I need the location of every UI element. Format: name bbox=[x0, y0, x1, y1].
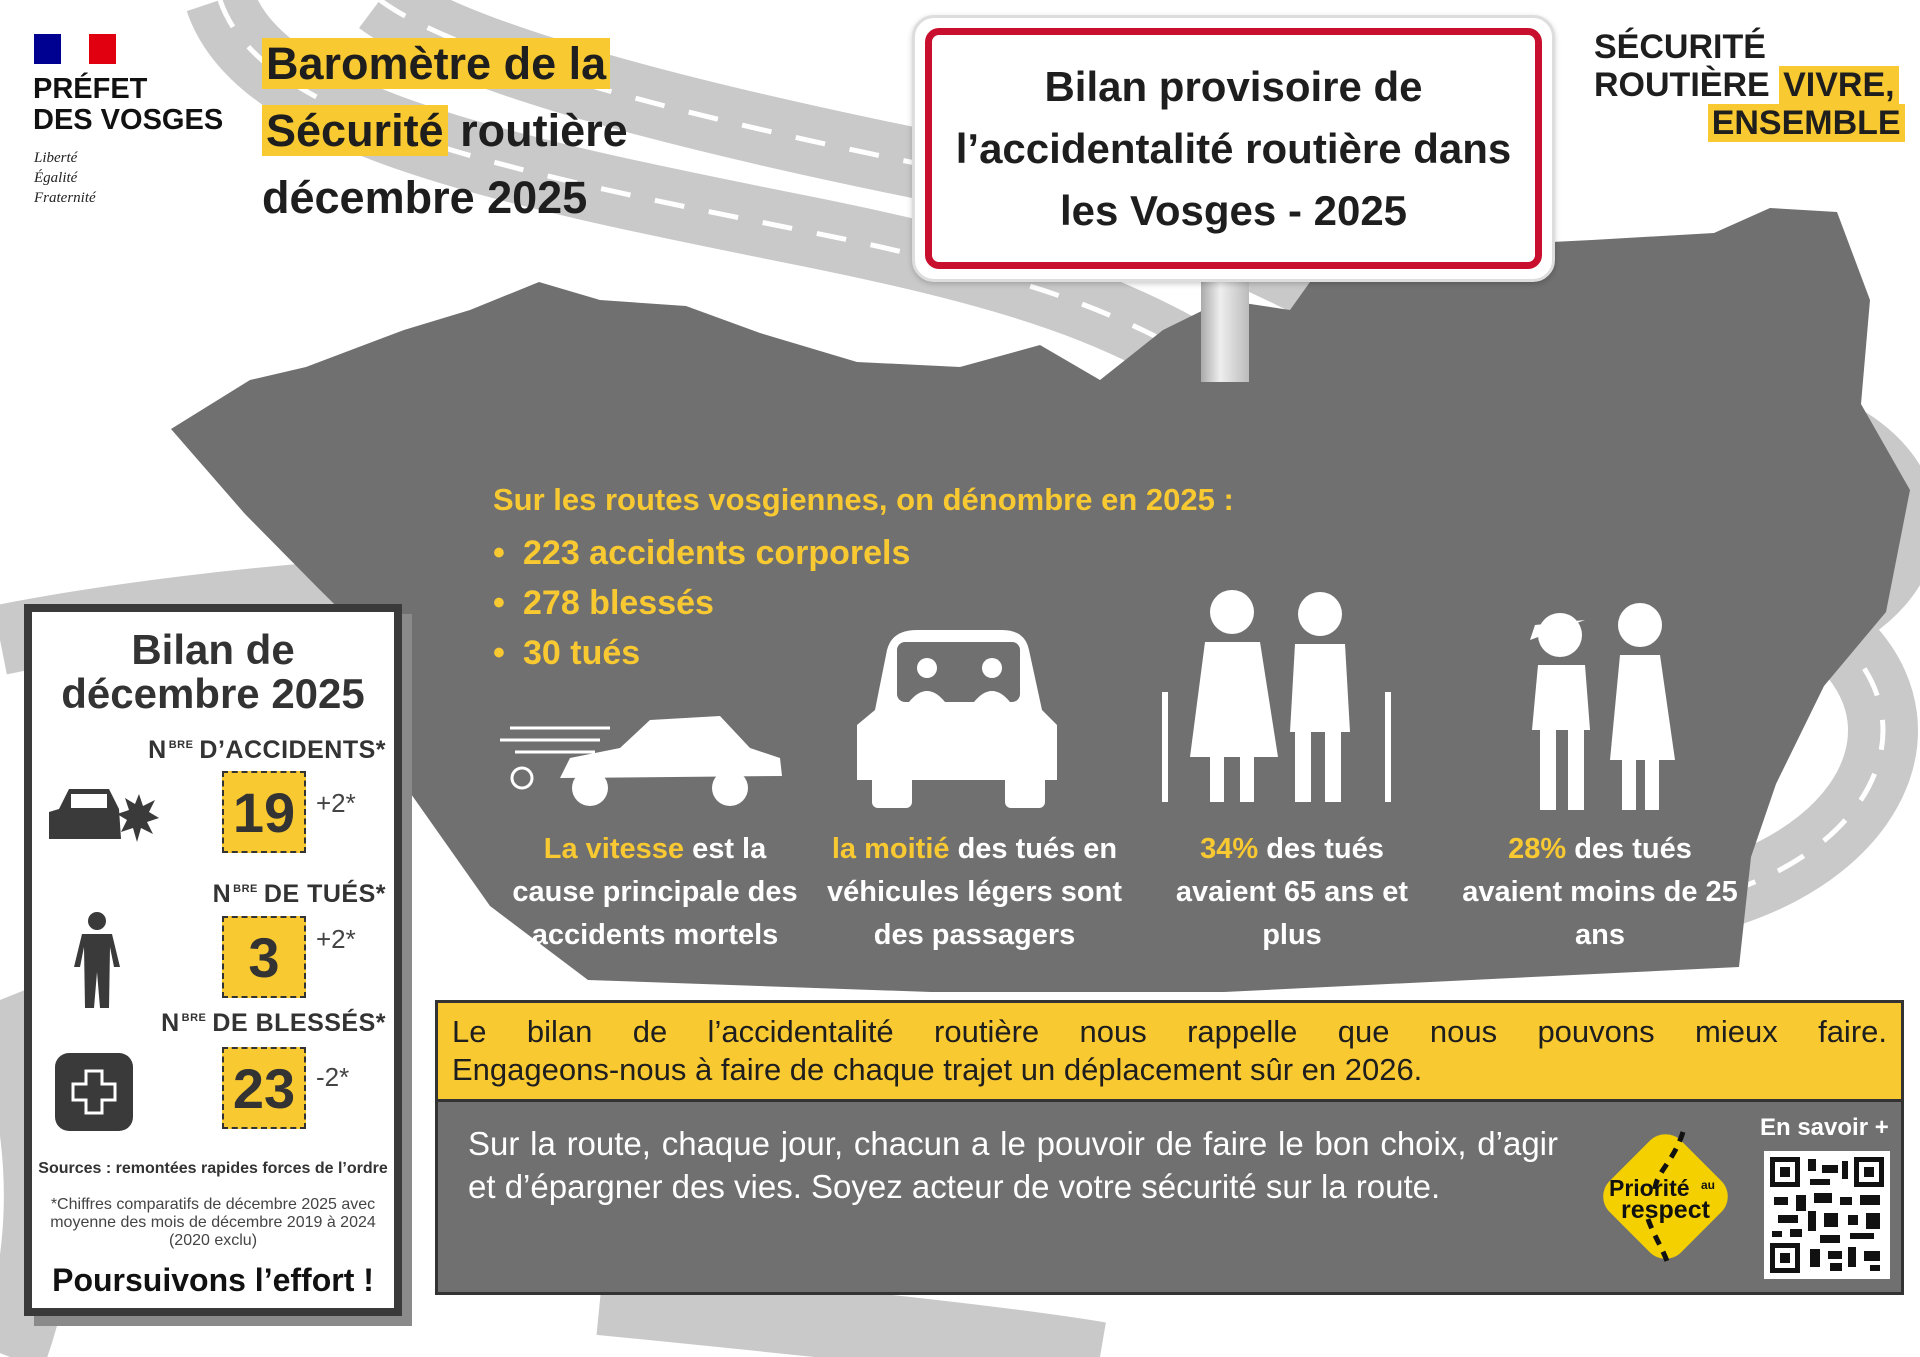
fact-speed bbox=[500, 828, 810, 957]
road-sign bbox=[912, 15, 1555, 282]
panel-title bbox=[32, 628, 394, 716]
young-people-icon bbox=[1510, 600, 1685, 810]
fact-highlight: 34% bbox=[1200, 833, 1259, 865]
bottom-banner bbox=[435, 1102, 1904, 1295]
deaths-value: 3 bbox=[222, 916, 306, 998]
prefet-line: PRÉFET bbox=[33, 73, 148, 105]
prefet-label bbox=[33, 74, 223, 136]
person-icon bbox=[74, 912, 120, 1008]
injured-value: 23 bbox=[222, 1047, 306, 1129]
fact-elderly bbox=[1150, 828, 1434, 957]
accidents-value: 19 bbox=[222, 771, 306, 853]
list-item: • 278 blessés bbox=[493, 578, 1234, 628]
panel-title-line: décembre 2025 bbox=[61, 670, 365, 717]
stat-label: DE TUÉS* bbox=[263, 880, 386, 908]
medical-cross-icon bbox=[55, 1053, 133, 1131]
fact-text: des tués en véhicules légers sont des passagers bbox=[827, 833, 1122, 951]
list-item: • 30 tués bbox=[493, 628, 1234, 678]
injured-label bbox=[161, 1009, 386, 1038]
deaths-label bbox=[213, 880, 386, 909]
en-savoir-plus-link[interactable]: En savoir + bbox=[1760, 1114, 1889, 1141]
stat-label: DE BLESSÉS* bbox=[212, 1009, 386, 1037]
fact-highlight: 28% bbox=[1508, 833, 1567, 865]
elderly-couple-icon bbox=[1160, 582, 1392, 804]
nbre: N bbox=[212, 880, 232, 908]
prefet-line: DES VOSGES bbox=[33, 104, 224, 136]
message-line: Le bilan de l’accidentalité routière nous rappelle que nous pouvons mieux faire. bbox=[452, 1014, 1887, 1049]
title-line: routière bbox=[447, 105, 628, 156]
fact-text: est la cause principale des accidents mortels bbox=[512, 833, 798, 951]
stat-label: D’ACCIDENTS* bbox=[199, 736, 386, 764]
french-flag-icon bbox=[34, 34, 116, 64]
priorite-au-respect-logo bbox=[1593, 1124, 1738, 1269]
nbre-sup: BRE bbox=[233, 883, 258, 895]
nbre: N bbox=[161, 1009, 180, 1037]
map-intro: Sur les routes vosgiennes, on dénombre en 2025 : bbox=[493, 482, 1234, 517]
brand-line: ROUTIÈRE bbox=[1594, 66, 1780, 104]
accidents-delta: +2* bbox=[316, 788, 356, 818]
motto-line: Égalité bbox=[34, 170, 78, 186]
message-line: Engageons-nous à faire de chaque trajet un déplacement sûr en 2026. bbox=[452, 1052, 1423, 1087]
svg-text:au: au bbox=[1701, 1178, 1716, 1192]
fact-highlight: La vitesse bbox=[543, 833, 685, 865]
qr-code-icon bbox=[1770, 1157, 1884, 1273]
speeding-car-icon bbox=[500, 708, 790, 808]
accidents-label bbox=[148, 736, 386, 765]
motto bbox=[34, 148, 96, 208]
title-line: Sécurité bbox=[262, 105, 448, 156]
injured-delta: -2* bbox=[316, 1062, 350, 1092]
motto-line: Fraternité bbox=[34, 190, 96, 206]
page-title bbox=[262, 30, 628, 231]
fact-highlight: la moitié bbox=[831, 833, 950, 865]
securite-routiere-logo bbox=[1594, 28, 1899, 142]
brand-line: VIVRE, bbox=[1779, 66, 1898, 104]
message-banner bbox=[435, 1000, 1904, 1102]
brand-line: ENSEMBLE bbox=[1708, 104, 1905, 142]
effort-slogan: Poursuivons l’effort ! bbox=[52, 1262, 374, 1298]
svg-text:respect: respect bbox=[1621, 1196, 1710, 1224]
car-passengers-icon bbox=[857, 630, 1060, 810]
sign-text: Bilan provisoire de l’accidentalité routière dans les Vosges - 2025 bbox=[925, 28, 1542, 269]
nbre-sup: BRE bbox=[168, 739, 194, 751]
bottom-text: Sur la route, chaque jour, chacun a le pouvoir de faire le bon choix, d’agir et d’épargner des vies. Soyez acteur de votre sécurité sur la route. bbox=[468, 1125, 1558, 1205]
december-panel bbox=[24, 604, 402, 1316]
qr-code[interactable] bbox=[1764, 1151, 1890, 1279]
deaths-delta: +2* bbox=[316, 924, 356, 954]
title-line: Baromètre de la bbox=[262, 38, 610, 89]
title-line: décembre 2025 bbox=[262, 172, 588, 223]
car-crash-icon bbox=[49, 784, 159, 848]
nbre-sup: BRE bbox=[181, 1012, 207, 1024]
footnote: *Chiffres comparatifs de décembre 2025 avec moyenne des mois de décembre 2019 à 2024 (2020 exclu) bbox=[50, 1196, 376, 1249]
panel-title-line: Bilan de bbox=[131, 626, 295, 673]
brand-line: SÉCURITÉ bbox=[1594, 28, 1766, 66]
svg-text:Priorité: Priorité bbox=[1609, 1175, 1690, 1201]
motto-line: Liberté bbox=[34, 150, 78, 166]
fact-young bbox=[1460, 828, 1740, 957]
marianne-logo bbox=[34, 34, 116, 69]
sources-text: Sources : remontées rapides forces de l’ordre bbox=[38, 1160, 388, 1177]
sign-pole bbox=[1201, 282, 1249, 382]
fact-text: des tués avaient moins de 25 ans bbox=[1462, 833, 1738, 951]
list-item: • 223 accidents corporels bbox=[493, 528, 1234, 578]
nbre: N bbox=[148, 736, 167, 764]
fact-passengers bbox=[812, 828, 1137, 957]
fact-text: des tués avaient 65 ans et plus bbox=[1175, 833, 1409, 951]
